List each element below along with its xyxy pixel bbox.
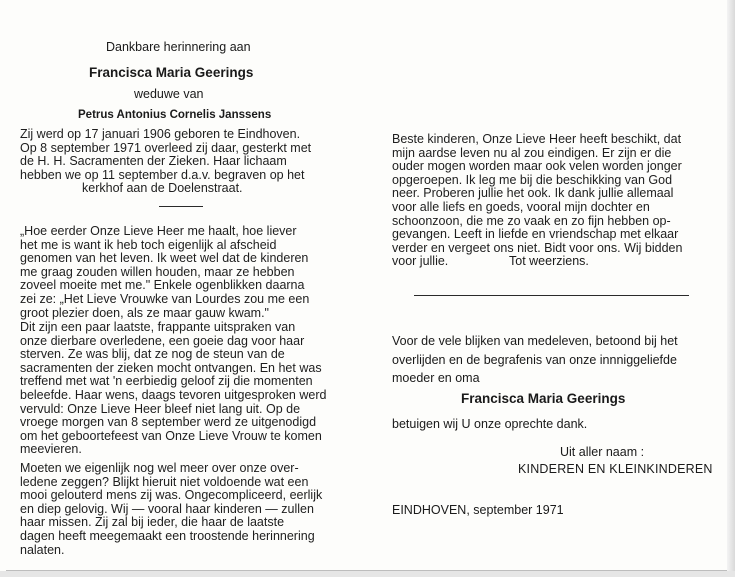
quote-paragraph: [20, 225, 309, 320]
bio-paragraph: [20, 128, 311, 196]
text-line: vervuld: Onze Lieve Heer bleef niet lang uit. Op de: [20, 401, 301, 416]
honoree-name: Francisca Maria Geerings: [461, 391, 626, 406]
text-line: gevangen. Leeft in liefde en vriendschap met elkaar: [392, 227, 679, 242]
message-paragraph: [392, 133, 682, 269]
text-line: voor jullie.: [392, 254, 449, 269]
text-line: onze dierbare overledene, een goeie dag voor haar: [20, 333, 305, 348]
text-line: mijn aardse leven nu al zou eindigen. Er zijn er die: [392, 145, 672, 160]
text-line: Op 8 september 1971 overleed zij daar, gesterkt met: [20, 140, 312, 155]
text-line: het me is want ik heb toch eigenlijk al afscheid: [20, 237, 277, 252]
widow-of-label: weduwe van: [134, 87, 204, 101]
text-line: zei ze: „Het Lieve Vrouwke van Lourdes zou me een: [20, 291, 310, 306]
deceased-name: Francisca Maria Geerings: [89, 65, 254, 80]
text-line: opgeroepen. Ik leg me bij die beschikking van God: [392, 172, 673, 187]
text-line: beleefde. Haar wens, daags tevoren uitgesproken werd: [20, 387, 327, 402]
text-line: dagen heeft meegemaakt een troostende herinnering: [20, 528, 315, 543]
place-date: EINDHOVEN, september 1971: [392, 503, 564, 517]
text-line: en diep gelovig. Wij — vooral haar kinderen — zullen: [20, 501, 314, 516]
text-line: Voor de vele blijken van medeleven, betoond bij het: [392, 334, 678, 348]
text-line: kerkhof aan de Doelenstraat.: [82, 181, 243, 196]
text-line: Zij werd op 17 januari 1906 geboren te Eindhoven.: [20, 127, 301, 141]
card-right-edge: [727, 0, 735, 577]
text-line: ouder mogen worden maar ook velen worden jonger: [392, 159, 682, 174]
farewell-text: Tot weerziens.: [509, 254, 589, 268]
text-line: ledene zeggen? Blijkt hieruit niet voldoende wat een: [20, 474, 309, 489]
text-line: zoveel moeite met me." Enkele ogenblikken daarna: [20, 278, 305, 293]
gratitude-text: betuigen wij U onze oprechte dank.: [392, 417, 588, 431]
text-line: meevieren.: [20, 442, 82, 457]
text-line: hebben we op 11 september d.a.v. begraven op het: [20, 167, 305, 182]
signature-names: KINDEREN EN KLEINKINDEREN: [518, 462, 713, 476]
closing-paragraph: [20, 462, 322, 557]
left-divider: [159, 206, 203, 207]
text-line: Dit zijn een paar laatste, frappante uitspraken van: [20, 320, 296, 334]
text-line: neer. Proberen jullie het ook. Ik dank jullie allemaal: [392, 186, 674, 201]
text-line: om het geboortefeest van Onze Lieve Vrouw te komen: [20, 428, 322, 443]
husband-name: Petrus Antonius Cornelis Janssens: [78, 109, 272, 121]
text-line: de H. H. Sacramenten der Zieken. Haar lichaam: [20, 154, 287, 169]
signature-label: Uit aller naam :: [560, 445, 645, 459]
text-line: moeder en oma: [392, 371, 480, 386]
dedication-line: Dankbare herinnering aan: [106, 40, 251, 54]
text-line: schoonzoon, die me zo vaak en zo fijn hebben op-: [392, 213, 671, 228]
text-line: haar missen. Zij zal bij ieder, die haar de laatste: [20, 515, 285, 530]
right-divider: [414, 295, 689, 296]
text-line: genomen van het leven. Ik weet wel dat de kinderen: [20, 251, 309, 266]
text-line: sterven. Ze was blij, dat ze nog de steun van de: [20, 347, 285, 362]
text-line: Beste kinderen, Onze Lieve Heer heeft beschikt, dat: [392, 132, 682, 146]
text-line: Moeten we eigenlijk nog wel meer over onze over-: [20, 461, 299, 475]
text-line: nalaten.: [20, 542, 65, 557]
text-line: overlijden en de begrafenis van onze innniggeliefde: [392, 352, 677, 367]
text-line: „Hoe eerder Onze Lieve Heer me haalt, hoe liever: [20, 224, 297, 238]
text-line: vroege morgen van 8 september werd ze uitgenodigd: [20, 415, 317, 430]
thanks-paragraph: [392, 332, 678, 388]
text-line: verder en vergeet ons niet. Bidt voor ons. Wij bidden: [392, 240, 683, 255]
text-line: mooi gelouterd mens zij was. Ongecompliceerd, eerlijk: [20, 488, 323, 503]
reflection-paragraph: [20, 321, 326, 457]
text-line: voor alle liefs en goeds, vooral mijn dochter en: [392, 199, 650, 214]
card-bottom-edge: [0, 571, 735, 577]
text-line: treffend met wat 'n eerbiedig geloof zij die momenten: [20, 374, 313, 389]
text-line: sacramenten der zieken mocht ontvangen. En het was: [20, 360, 322, 375]
text-line: groot plezier doen, als ze maar gauw kwam.": [20, 305, 269, 320]
text-line: me graag zouden willen houden, maar ze hebben: [20, 264, 295, 279]
